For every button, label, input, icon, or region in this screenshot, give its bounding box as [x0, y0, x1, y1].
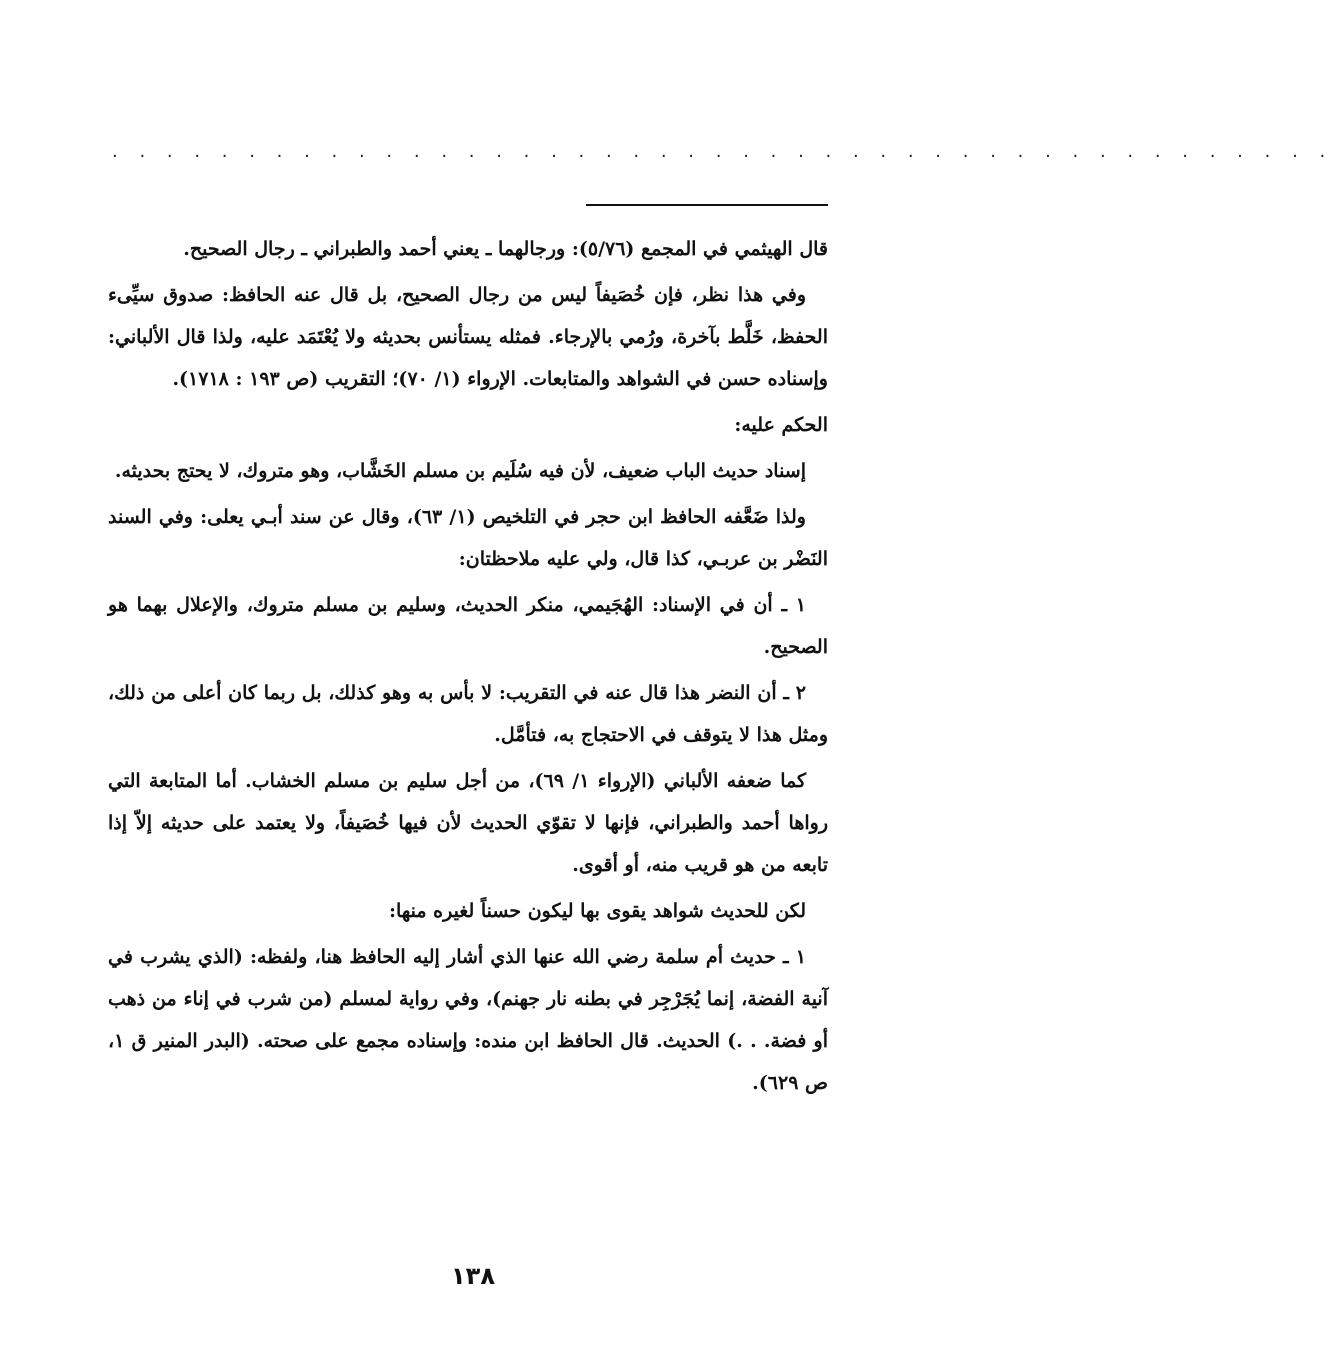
note-item-1: ١ ـ أن في الإسناد: الهُجَيمي، منكر الحديث، وسليم بن مسلم متروك، والإعلال بهما هو الصحيح. — [108, 594, 828, 658]
paragraph-albani: كما ضعفه الألباني (الإرواء ١/ ٦٩)، من أجل سليم بن مسلم الخشاب. أما المتابعة التي رواها أحمد والطبراني، فإنها لا تقوّي الحديث لأن فيها خُصَيفاً، ولا يعتمد على حديثه إلاّ إذا تابعه من هو قريب منه، أو أقوى. — [108, 770, 828, 876]
paragraph-ruling: إسناد حديث الباب ضعيف، لأن فيه سُلَيم بن مسلم الخَشَّاب، وهو متروك، لا يحتج بحديثه. — [114, 460, 806, 482]
footnote-rule — [586, 204, 828, 206]
section-heading-ruling: الحكم عليه: — [734, 414, 828, 436]
paragraph-shawahid: لكن للحديث شواهد يقوى بها ليكون حسناً لغيره منها: — [389, 900, 806, 922]
paragraph-khusaif: وفي هذا نظر، فإن خُصَيفاً ليس من رجال الصحيح، بل قال عنه الحافظ: صدوق سيِّىء الحفظ، خَلَّط بآخرة، ورُمي بالإرجاء. فمثله يستأنس بحديثه ولا يُعْتَمَد عليه، ولذا قال الألباني: وإسناده حسن في الشواهد والمتابعات. الإرواء (١/ ٧٠)؛ التقريب (ص ١٩٣ : ١٧١٨). — [108, 284, 828, 390]
paragraph-ibn-hajar: ولذا ضَعَّفه الحافظ ابن حجر في التلخيص (١/ ٦٣)، وقال عن سند أبـي يعلى: وفي السند النَضْر بن عربـي، كذا قال، ولي عليه ملاحظتان: — [108, 506, 828, 570]
paragraph-haythami: قال الهيثمي في المجمع (٥/٧٦): ورجالهما ـ يعني أحمد والطبراني ـ رجال الصحيح. — [183, 238, 828, 260]
page-body — [108, 228, 828, 1108]
page-number: ١٣٨ — [451, 1262, 495, 1290]
note-item-2: ٢ ـ أن النضر هذا قال عنه في التقريب: لا بأس به وهو كذلك، بل ربما كان أعلى من ذلك، ومثل هذا لا يتوقف في الاحتجاج به، فتأمَّل. — [108, 682, 828, 746]
separator-dots: . . . . . . . . . . . . . . . . . . . . . . . . . . . . . . . . . . . . . . . . . . . . . — [112, 141, 1333, 162]
shahid-item-1: ١ ـ حديث أم سلمة رضي الله عنها الذي أشار إليه الحافظ هنا، ولفظه: (الذي يشرب في آنية الفضة، إنما يُجَرْجِر في بطنه نار جهنم)، وفي رواية لمسلم (من شرب في إناء من ذهب أو فضة. . .) الحديث. قال الحافظ ابن منده: وإسناده مجمع على صحته. (البدر المنير ق ١، ص ٦٢٩). — [108, 946, 828, 1094]
